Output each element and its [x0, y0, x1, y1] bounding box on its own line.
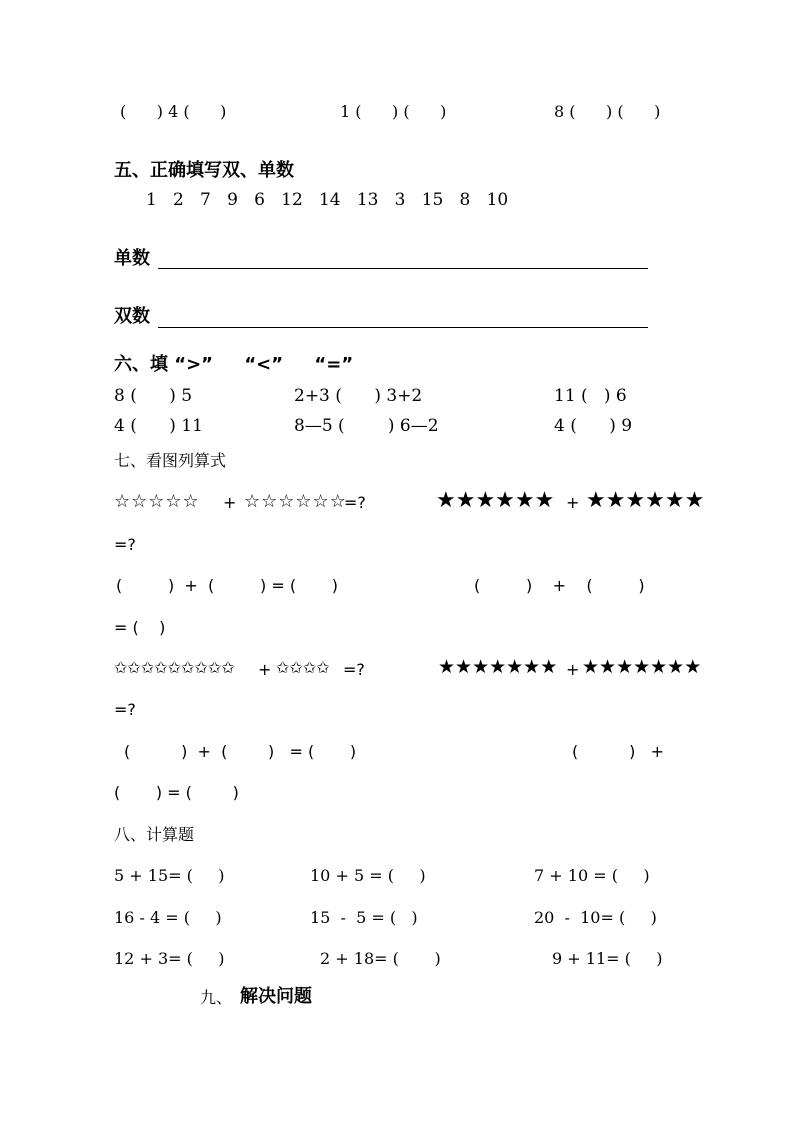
calc-item: 2 + 18= ( ) — [320, 949, 441, 968]
even-label: 双数 — [114, 306, 150, 327]
section8-title: 八、计算题 — [114, 825, 195, 844]
compare-item: 8 ( ) 5 — [114, 386, 193, 406]
answer-brackets: ( ) + — [572, 742, 665, 761]
equals-question: =? — [114, 700, 136, 719]
top-row-item-2: 1 ( ) ( ) — [340, 102, 447, 121]
outline-stars-9-icon: ✩✩✩✩✩✩✩✩✩ — [114, 658, 235, 677]
calc-item: 12 + 3= ( ) — [114, 949, 225, 968]
plus-sign: + — [566, 660, 580, 679]
odd-answer-line[interactable] — [158, 268, 648, 269]
compare-item: 2+3 ( ) 3+2 — [294, 386, 423, 406]
filled-stars-6-icon: ★★★★★★ — [436, 488, 555, 513]
outline-stars-6-icon: ☆☆☆☆☆☆ — [244, 491, 347, 512]
answer-brackets: ( ) + ( ) = ( ) — [124, 742, 357, 761]
section9-title: 解决问题 — [240, 986, 312, 1007]
plus-sign: + — [258, 660, 272, 679]
outline-stars-5-icon: ☆☆☆☆☆ — [114, 491, 200, 512]
outline-stars-4-icon: ✩✩✩✩ — [276, 658, 330, 677]
plus-sign: + — [223, 493, 237, 512]
calc-item: 10 + 5 = ( ) — [310, 866, 426, 885]
equals-question: =? — [344, 493, 366, 512]
calc-item: 9 + 11= ( ) — [552, 949, 663, 968]
calc-item: 7 + 10 = ( ) — [534, 866, 650, 885]
answer-brackets: ( ) + ( ) = ( ) — [116, 576, 338, 595]
section5-numbers: 1 2 7 9 6 12 14 13 3 15 8 10 — [146, 190, 509, 210]
odd-label: 单数 — [114, 248, 150, 269]
top-row-item-1: ( ) 4 ( ) — [120, 102, 227, 121]
compare-item: 8—5 ( ) 6—2 — [294, 416, 439, 436]
calc-item: 16 - 4 = ( ) — [114, 908, 222, 927]
equals-question: =? — [114, 535, 136, 554]
answer-brackets: ( ) + ( ) — [474, 576, 645, 595]
filled-stars-7-icon: ★★★★★★★ — [438, 656, 558, 678]
compare-item: 4 ( ) 9 — [554, 416, 633, 436]
top-row-item-3: 8 ( ) ( ) — [554, 102, 661, 121]
section7-title: 七、看图列算式 — [114, 451, 227, 470]
equals-question: =? — [343, 660, 365, 679]
even-answer-line[interactable] — [158, 327, 648, 328]
calc-item: 5 + 15= ( ) — [114, 866, 225, 885]
filled-stars-6-icon: ★★★★★★ — [586, 488, 705, 513]
calc-item: 15 - 5 = ( ) — [310, 908, 418, 927]
answer-brackets: ( ) = ( ) — [114, 783, 239, 802]
compare-item: 11 ( ) 6 — [554, 386, 627, 406]
section6-title: 六、填 “>” “<” “=” — [114, 354, 354, 375]
calc-item: 20 - 10= ( ) — [534, 908, 657, 927]
section9-prefix: 九、 — [200, 988, 233, 1007]
section5-title: 五、正确填写双、单数 — [114, 160, 294, 181]
filled-stars-7-icon: ★★★★★★★ — [582, 656, 702, 678]
compare-item: 4 ( ) 11 — [114, 416, 203, 436]
plus-sign: + — [566, 493, 580, 512]
answer-brackets: = ( ) — [114, 618, 166, 637]
